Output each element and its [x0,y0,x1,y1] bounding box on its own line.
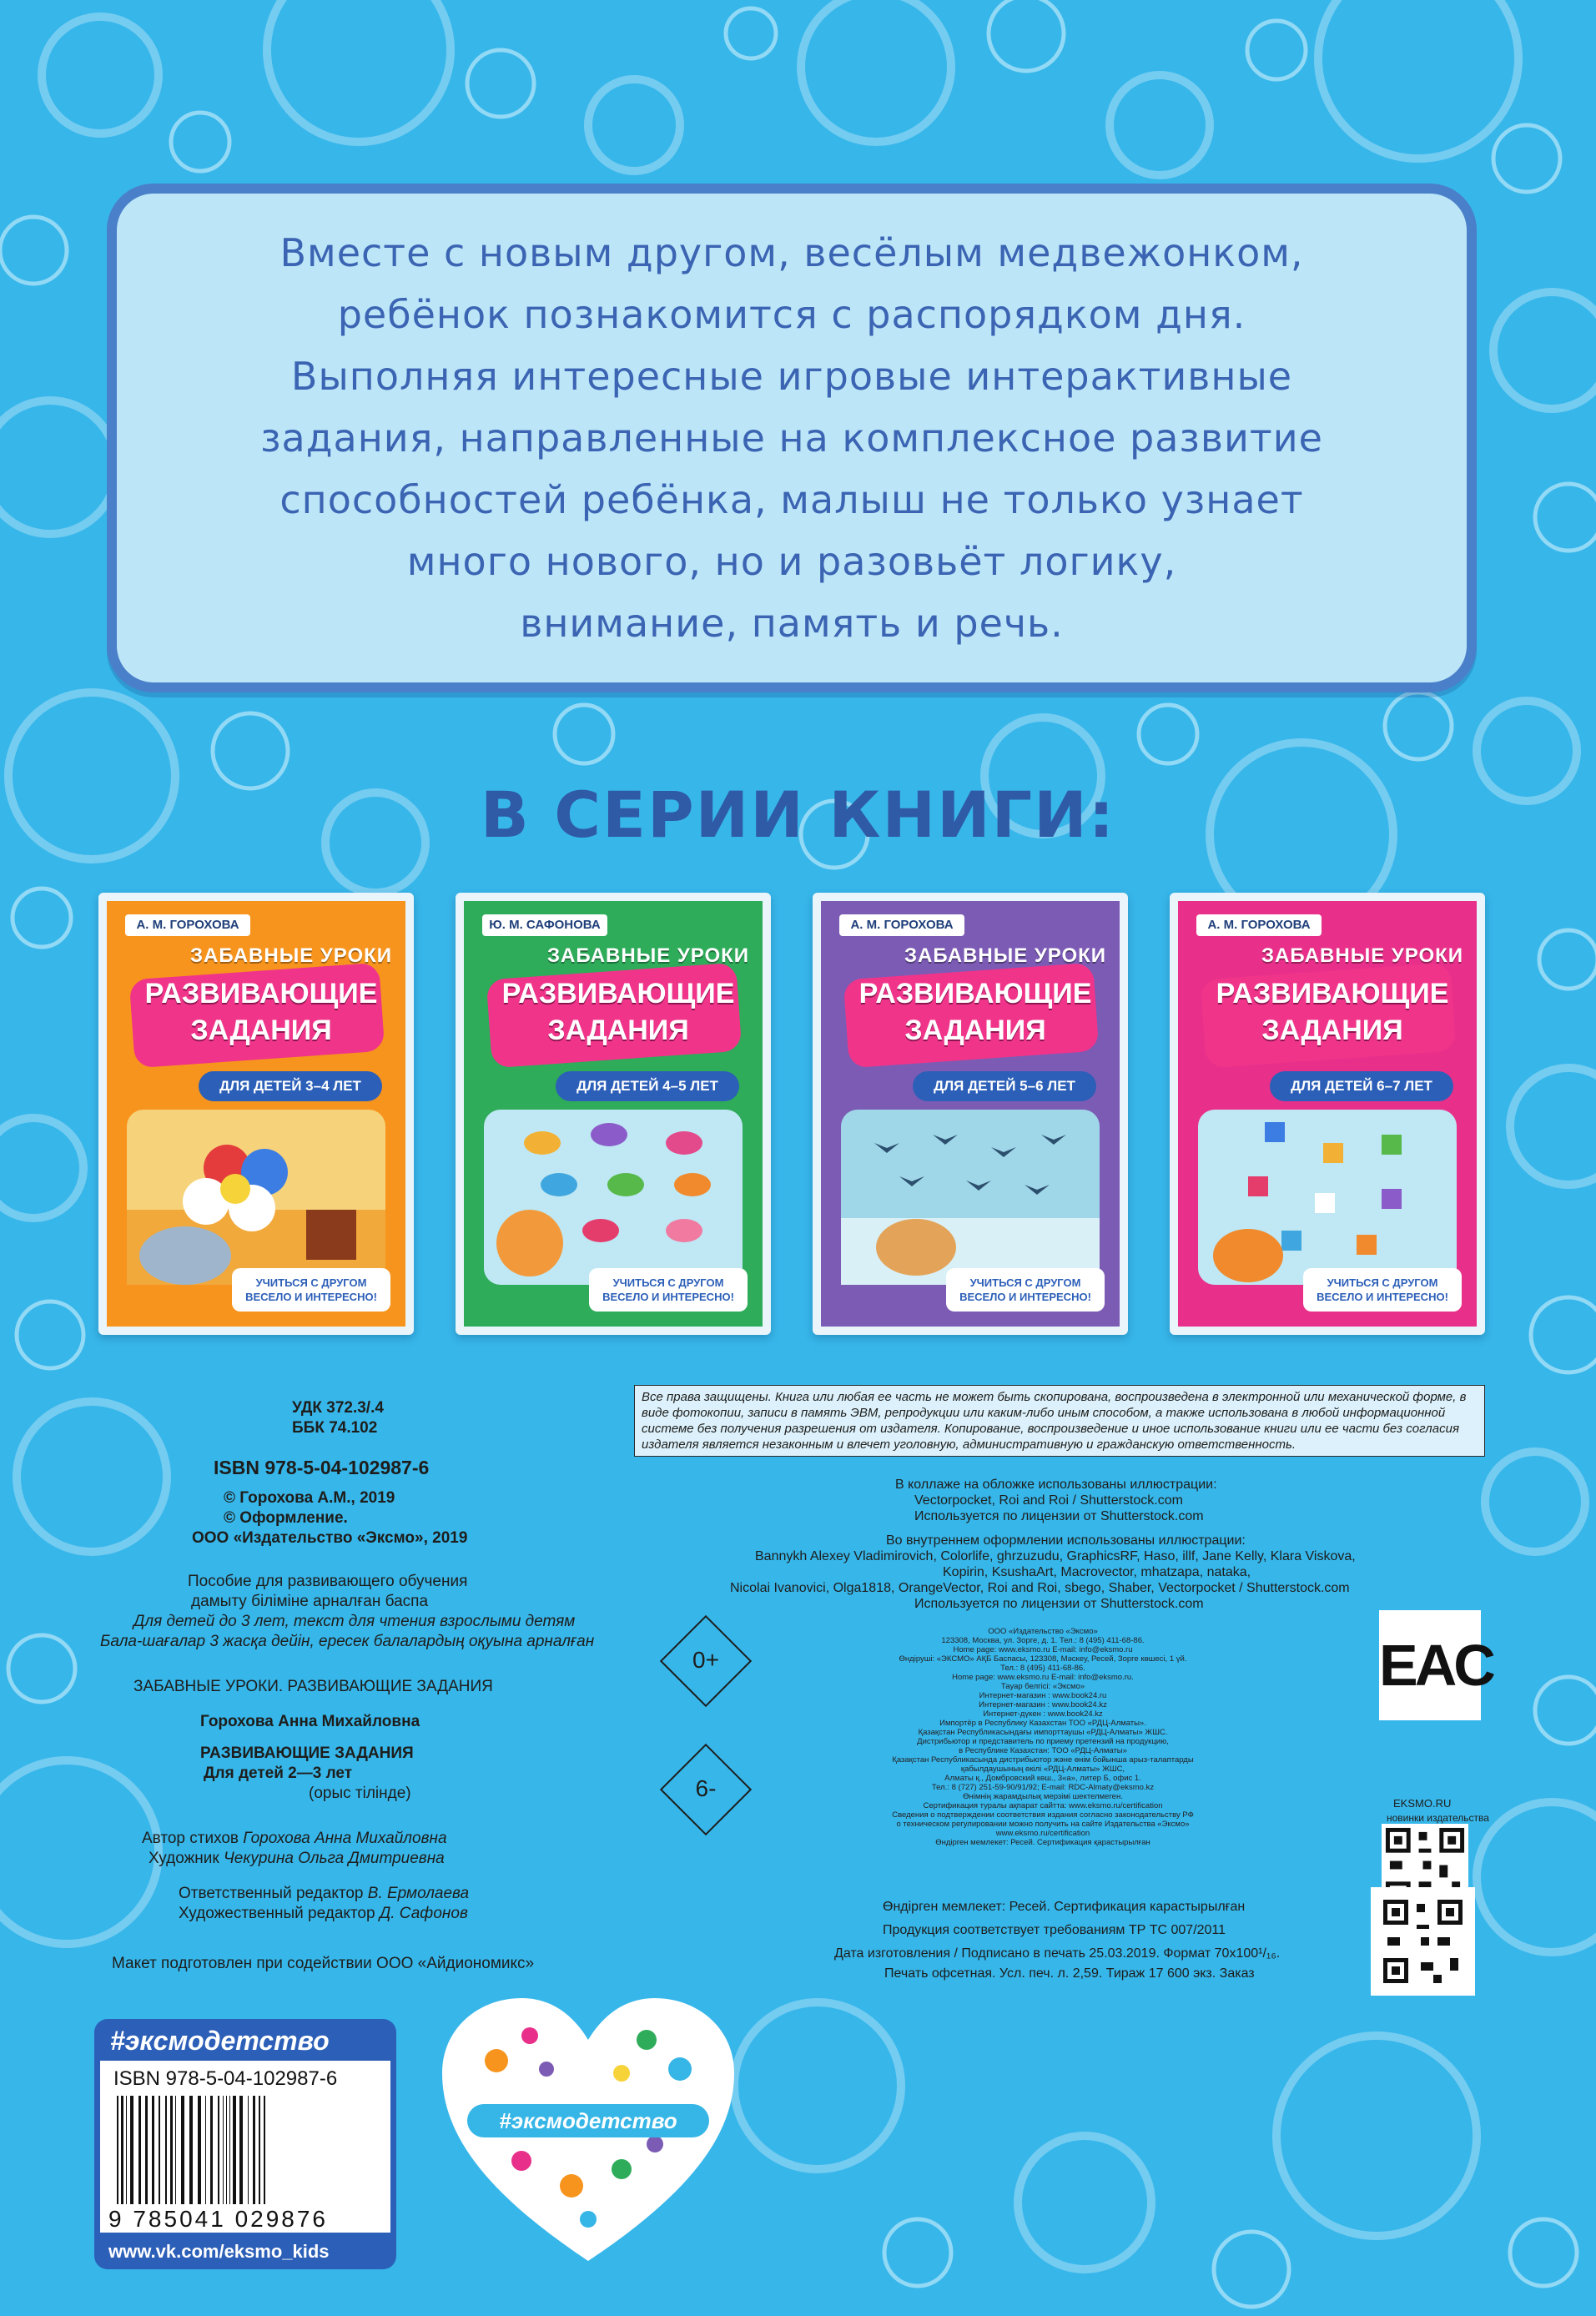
book-author: А. М. ГОРОХОВА [1196,914,1322,936]
book-title: РАЗВИВАЮЩИЕ [501,978,735,1009]
language-note: (орыс тілінде) [309,1785,411,1802]
publisher-line: Алматы қ., Домбровский көш., 3«а», литер Б, офис 1. [944,1774,1141,1783]
description-text [149,222,1434,654]
book-series: ЗАБАВНЫЕ УРОКИ [190,944,393,967]
barcode-number: 9 785041 029876 [108,2206,328,2232]
copyright-publisher: ООО «Издательство «Эксмо», 2019 [192,1529,468,1547]
publisher-line: Сертификация туралы ақпарат сайтта: www.eksmo.ru/certification [923,1801,1163,1810]
book-illustration [127,1110,385,1285]
publisher-line: Өндірген мемлекет: Ресей. Сертификация қарастырылған [935,1838,1150,1847]
age-mark-0: 0+ [692,1647,719,1673]
credits-line: Используется по лицензии от Shutterstock.com [914,1509,1204,1523]
artist-label: Художник [149,1850,219,1867]
eksmo-news: новинки издательства [1387,1812,1489,1824]
copyright-author: © Горохова А.М., 2019 [224,1489,395,1507]
copyright-design: © Оформление. [224,1509,348,1527]
book-age: ДЛЯ ДЕТЕЙ 3–4 ЛЕТ [199,1071,382,1101]
book-author: А. М. ГОРОХОВА [839,914,964,936]
editor-label: Ответственный редактор [179,1885,364,1902]
publisher-line: Сведения о подтверждении соответствия издания согласно законодательству РФ [892,1810,1194,1820]
poems-label: Автор стихов [142,1830,239,1847]
author-full-name: Горохова Анна Михайловна [200,1713,420,1730]
book-title: РАЗВИВАЮЩИЕ [144,978,378,1009]
book-slogan: УЧИТЬСЯ С ДРУГОМ ВЕСЕЛО И ИНТЕРЕСНО! [1303,1268,1462,1312]
editor-name: В. Ермолаева [367,1885,470,1902]
artist [149,1849,445,1868]
credits-line: Используется по лицензии от Shutterstock.com [914,1597,1204,1611]
qr-code-icon [1371,1887,1475,1996]
barcode-hashtag: #эксмодетство [110,2026,330,2056]
description-box [107,184,1477,692]
publisher-line: о техническом регулировании можно получить на сайте Издательства «Эксмо» [896,1820,1190,1829]
rights-notice: Все права защищены. Книга или любая ее часть не может быть скопирована, воспроизведена в электронной или механической форме, в виде фотокопии, записи в память ЭВМ, репродукции или каким-либо иным способом, а также использована в любой информационной системе без получения разрешения от издателя. Копирование, воспроизведение и иное использование книги или ее части без согласия издателя является незаконным и влечет уголовную, административную и гражданскую ответственность. [634,1385,1485,1457]
publisher-line: қабылдаушының өкілі «РДЦ-Алматы» ЖШС, [960,1765,1125,1774]
book-cover-4-5 [456,893,771,1335]
art-editor-name: Д. Сафонов [379,1905,468,1922]
publisher-line: 123308, Москва, ул. Зорге, д. 1. Тел.: 8 (495) 411-68-86. [941,1636,1145,1645]
book-cover-6-7 [1170,893,1485,1335]
book-cover-5-6 [813,893,1128,1335]
publisher-line: ООО «Издательство «Эксмо» [988,1627,1098,1636]
publisher-line: Home page: www.eksmo.ru E-mail: info@eksmo.ru. [952,1673,1134,1682]
purpose-line: Пособие для развивающего обучения [188,1573,468,1590]
publisher-line: Тел.: 8 (495) 411-68-86. [1000,1664,1085,1673]
description-line: много нового, но и разовьёт логику, [406,539,1177,584]
credits-line: Во внутреннем оформлении использованы иллюстрации: [886,1533,1246,1548]
credits-line: Bannykh Alexey Vladimirovich, Colorlife, ghrzuzudu, GraphicsRF, Haso, illf, Jane Kelly, Klara Viskova, [755,1549,1356,1563]
publisher-line: Тауар белгісі: «Эксмо» [1000,1682,1085,1691]
publisher-line: в Республике Казахстан: ТОО «РДЦ-Алматы» [959,1746,1127,1755]
book-author: Ю. М. САФОНОВА [482,914,607,936]
description-line: задания, направленные на комплексное развитие [260,415,1323,461]
book-title: ЗАДАНИЯ [547,1015,689,1046]
book-title: ЗАДАНИЯ [1261,1015,1403,1046]
bbk-code: ББК 74.102 [292,1419,378,1437]
credits-line: Vectorpocket, Roi and Roi / Shutterstock.com [914,1493,1183,1508]
publisher-line: Қазақстан Республикасында дистрибьютор және өнім бойынша арыз-талаптарды [892,1755,1194,1765]
publisher-line: Home page: www.eksmo.ru E-mail: info@eksmo.ru [953,1645,1133,1654]
eac-mark: EAC [1379,1610,1481,1720]
birds-dog-illustration [841,1110,1100,1285]
book-age: ДЛЯ ДЕТЕЙ 4–5 ЛЕТ [556,1071,739,1101]
credits-line: В коллаже на обложке использованы иллюстрации: [895,1478,1217,1492]
udk-code: УДК 372.3/.4 [292,1399,384,1417]
poems-author [142,1829,447,1848]
publisher-line: Өндіруші: «ЭКСМО» АҚБ Баспасы, 123308, Мәскеу, Ресей, Зорге көшесі, 1 үй. [899,1654,1187,1664]
description-line: Вместе с новым другом, весёлым медвежонком, [279,230,1304,275]
age-mark-6: 6- [695,1775,717,1801]
production-print: Печать офсетная. Усл. печ. л. 2,59. Тираж 17 600 экз. Заказ [884,1966,1255,1981]
book-slogan: УЧИТЬСЯ С ДРУГОМ ВЕСЕЛО И ИНТЕРЕСНО! [589,1268,748,1312]
publisher-line: Дистрибьютор и представитель по приему претензий на продукцию, [917,1737,1169,1746]
purpose-line: Для детей до 3 лет, текст для чтения взрослыми детям [133,1613,576,1630]
publisher-line: Қазақстан Республикасындағы импорттаушы «РДЦ-Алматы» ЖШС. [918,1728,1168,1737]
barcode-icon [113,2096,380,2204]
description-line: ребёнок познакомится с распорядком дня. [337,292,1246,337]
book-author: А. М. ГОРОХОВА [125,914,250,936]
layout-note: Макет подготовлен при содействии ООО «Айдиономикс» [112,1955,535,1972]
publisher-line: Интернет-магазин : www.book24.ru [979,1691,1107,1700]
publisher-line: Импортёр в Республику Казахстан ТОО «РДЦ-Алматы». [939,1719,1146,1728]
book-cover-3-4 [98,893,414,1335]
book-illustration [1198,1110,1457,1285]
flower-elephant-illustration [127,1110,385,1285]
publisher-line: Тел.: 8 (727) 251-59-90/91/92; E-mail: RDC-Almaty@eksmo.kz [931,1783,1155,1792]
book-title-text: РАЗВИВАЮЩИЕ ЗАДАНИЯ [200,1745,414,1762]
book-slogan: УЧИТЬСЯ С ДРУГОМ ВЕСЕЛО И ИНТЕРЕСНО! [946,1268,1105,1312]
book-series: ЗАБАВНЫЕ УРОКИ [904,944,1107,967]
purpose-line: дамыту біліміне арналған баспа [191,1593,429,1610]
responsible-editor [179,1884,469,1903]
publisher-line: Интернет-дүкен : www.book24.kz [983,1709,1103,1719]
production-country: Өндірген мемлекет: Ресей. Сертификация карастырылған [883,1900,1246,1914]
vk-link[interactable]: www.vk.com/eksmo_kids [108,2241,330,2262]
publisher-line: www.eksmo.ru/certification [995,1829,1090,1838]
description-line: способностей ребёнка, малыш не только узнает [279,477,1304,522]
credits-line: Kopirin, KsushaArt, Macrovector, mhatzapa, nataka, [943,1565,1251,1579]
book-age: ДЛЯ ДЕТЕЙ 5–6 ЛЕТ [913,1071,1096,1101]
production-standard: Продукция соответствует требованиям ТР ТС 007/2011 [883,1923,1226,1937]
dice-fox-illustration [1198,1110,1457,1285]
barcode-isbn: ISBN 978-5-04-102987-6 [113,2067,338,2090]
art-editor-label: Художественный редактор [179,1905,375,1922]
isbn-text: ISBN 978-5-04-102987-6 [214,1457,430,1478]
description-line: Выполняя интересные игровые интерактивные [290,354,1293,399]
eksmo-site: EKSMO.RU [1393,1797,1452,1810]
book-illustration [484,1110,743,1285]
publisher-info [834,1627,1251,1847]
art-editor [179,1904,468,1923]
description-line: внимание, память и речь. [520,601,1064,646]
book-illustration [841,1110,1100,1285]
book-series: ЗАБАВНЫЕ УРОКИ [1261,944,1464,967]
purpose-line: Бала-шағалар 3 жасқа дейін, ересек балалардың оқуына арналған [100,1633,595,1650]
book-age: ДЛЯ ДЕТЕЙ 6–7 ЛЕТ [1270,1071,1453,1101]
heart-hashtag: #эксмодетство [467,2104,709,2137]
book-title: ЗАДАНИЯ [904,1015,1046,1046]
publisher-line: Өнімнің жарамдылық мерзімі шектелмеген. [963,1792,1123,1801]
poems-name: Горохова Анна Михайловна [243,1830,447,1847]
book-series: ЗАБАВНЫЕ УРОКИ [547,944,750,967]
production-date: Дата изготовления / Подписано в печать 25.03.2019. Формат 70х100¹/₁₆. [834,1946,1281,1961]
credits-line: Nicolai Ivanovici, Olga1818, OrangeVector, Roi and Roi, sbego, Shaber, Vectorpocket / Shutterstock.com [730,1581,1350,1595]
book-title: ЗАДАНИЯ [190,1015,332,1046]
artist-name: Чекурина Ольга Дмитриевна [223,1850,445,1867]
book-title: РАЗВИВАЮЩИЕ [1216,978,1449,1009]
book-title: РАЗВИВАЮЩИЕ [858,978,1092,1009]
qr-code-bookmate[interactable] [1371,1887,1475,1996]
publisher-line: Интернет-магазин : www.book24.kz [979,1700,1107,1709]
fish-kitten-illustration [484,1110,743,1285]
book-subtitle: Для детей 2—3 лет [204,1765,353,1782]
series-heading: В СЕРИИ КНИГИ: [480,778,1116,852]
book-slogan: УЧИТЬСЯ С ДРУГОМ ВЕСЕЛО И ИНТЕРЕСНО! [232,1268,390,1312]
series-name: ЗАБАВНЫЕ УРОКИ. РАЗВИВАЮЩИЕ ЗАДАНИЯ [133,1678,493,1695]
